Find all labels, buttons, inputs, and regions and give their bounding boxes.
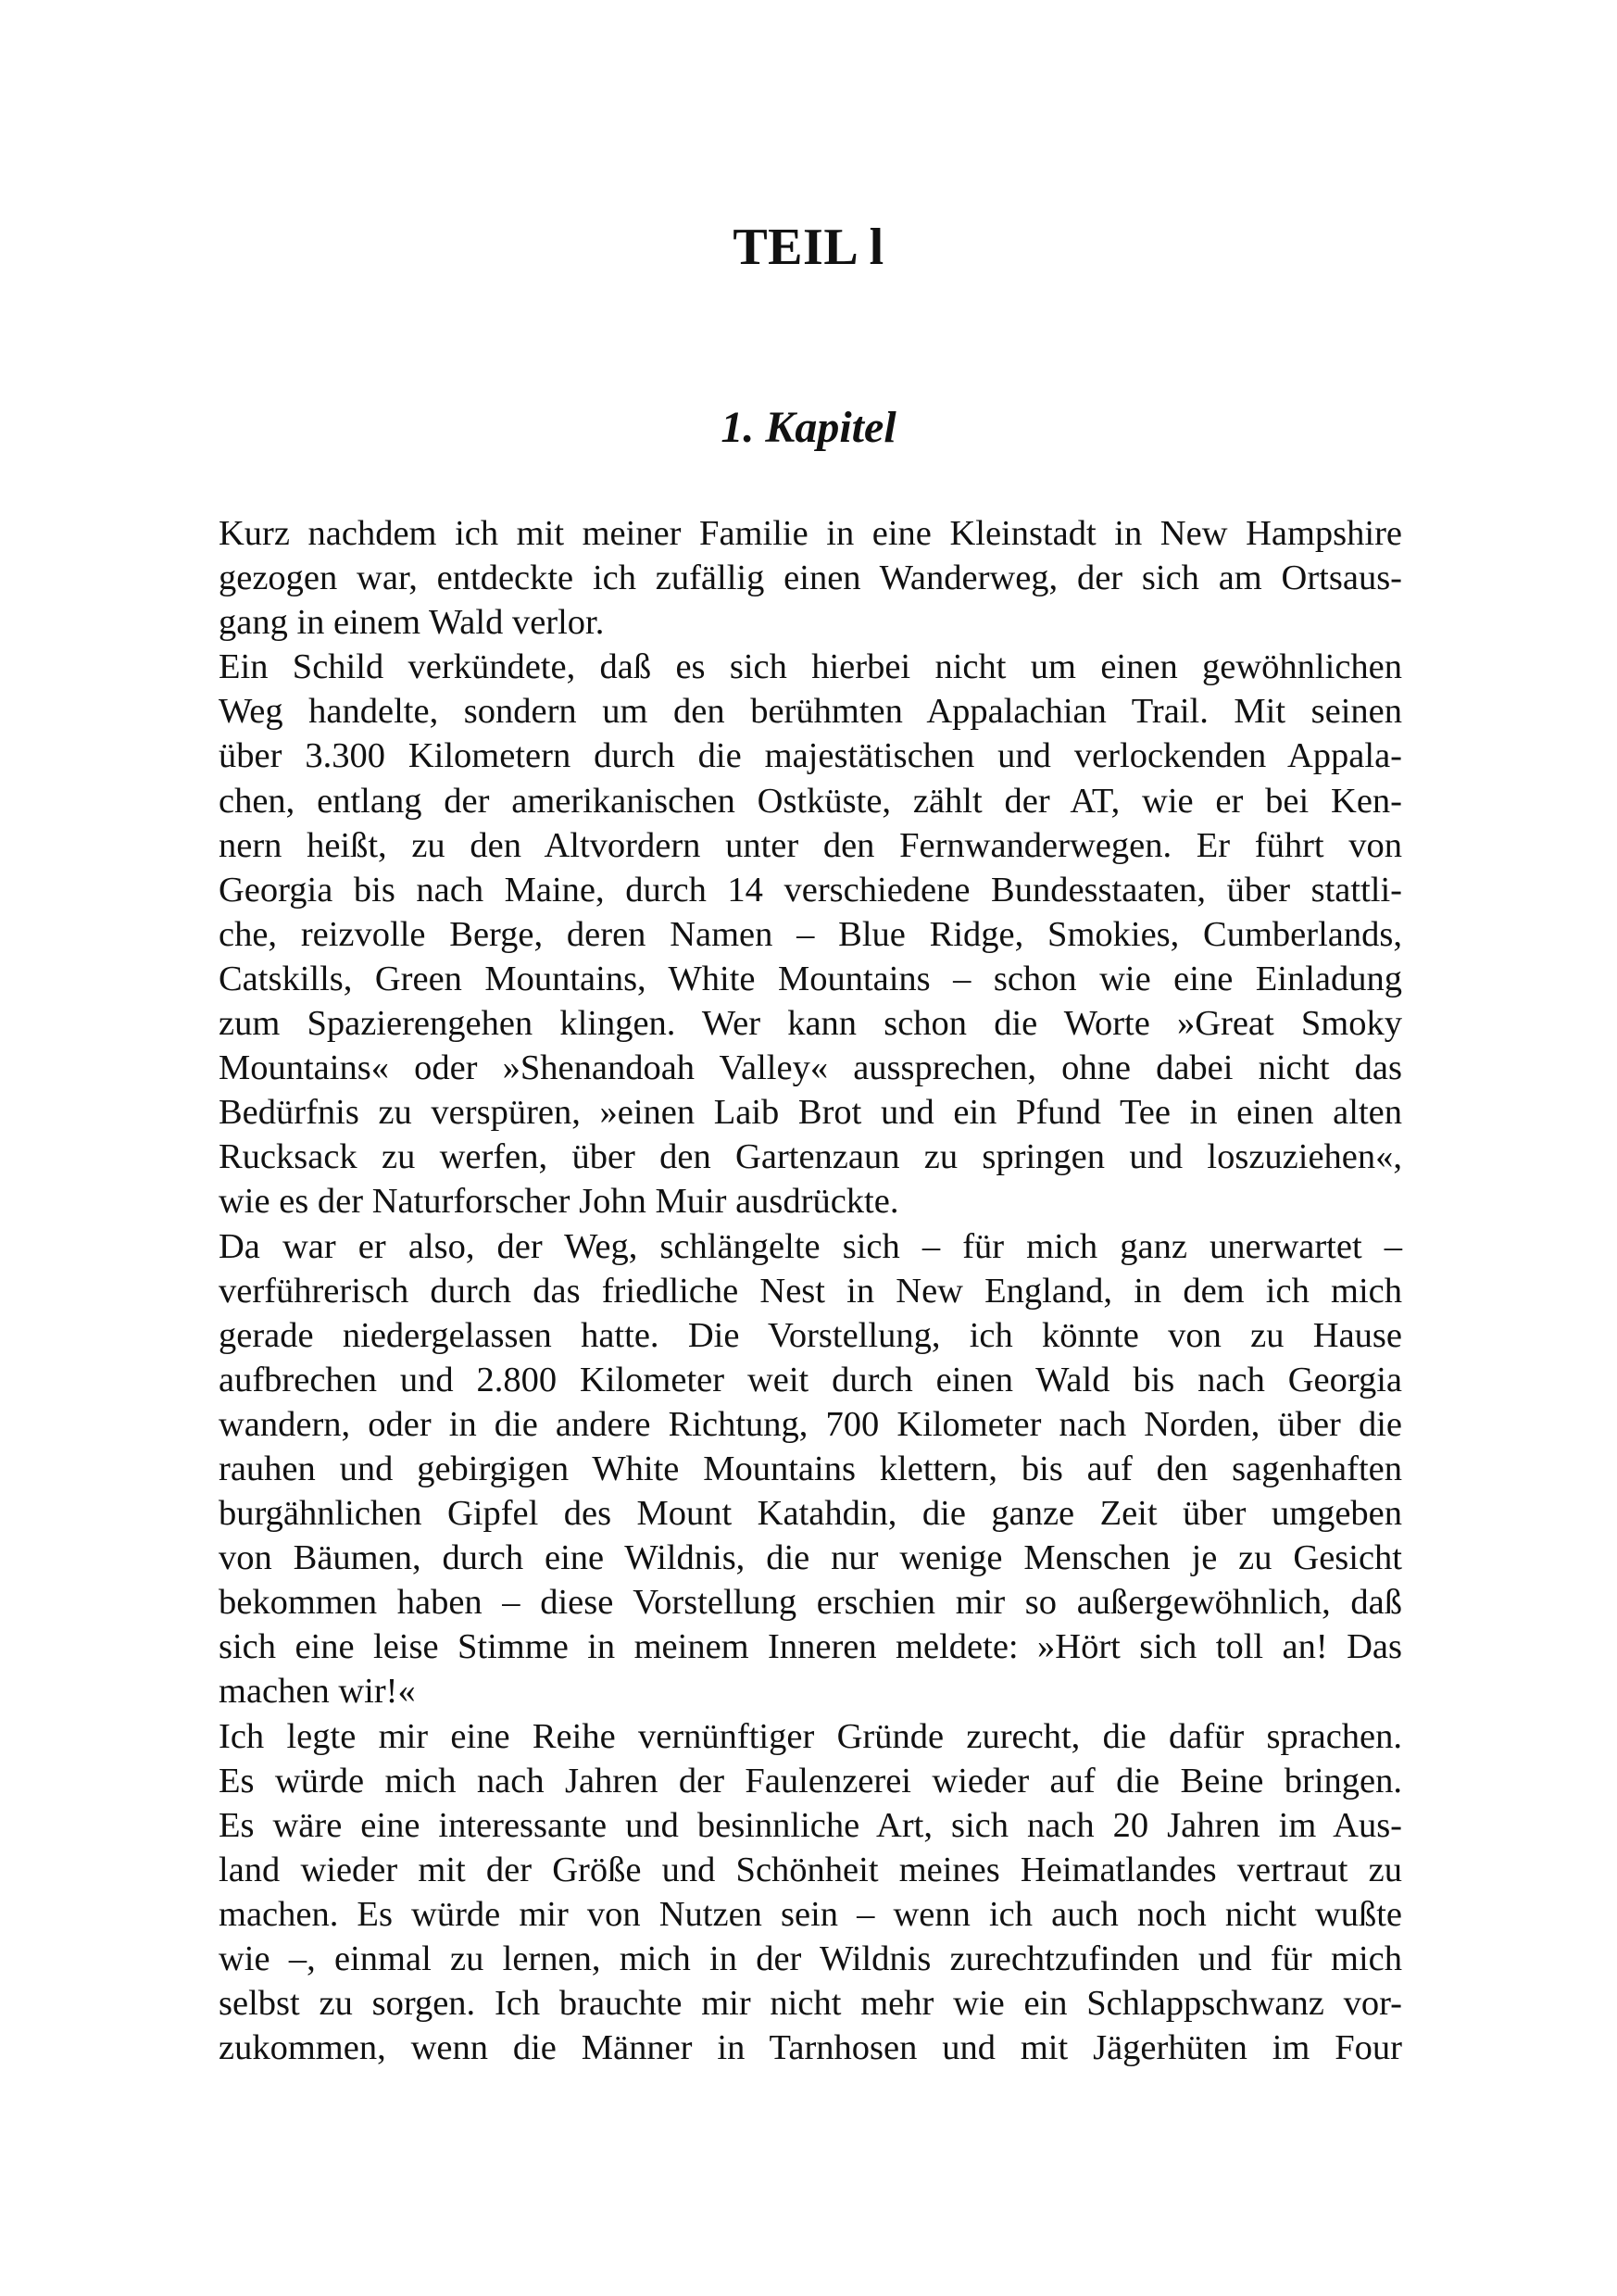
text-line: machen wir!« [219,1672,416,1712]
text-line: nern heißt, zu den Altvordern unter den Fernwanderwegen. Er führt von [219,825,1402,865]
text-line: wie es der Naturforscher John Muir ausdrückte. [219,1182,899,1222]
text-line: gang in einem Wald verlor. [219,603,605,643]
body-text [219,511,1402,2070]
text-line: machen. Es würde mir von Nutzen sein – wenn ich auch noch nicht wußte [219,1894,1402,1934]
text-line: zum Spazierengehen klingen. Wer kann schon die Worte »Great Smoky [219,1004,1402,1044]
text-line: wandern, oder in die andere Richtung, 700 Kilometer nach Norden, über die [219,1404,1402,1444]
paragraph [219,511,1402,645]
chapter-title: 1. Kapitel [721,403,896,452]
text-line: Es würde mich nach Jahren der Faulenzerei wieder auf die Beine bringen. [219,1761,1402,1800]
paragraph [219,1714,1402,2071]
text-line: che, reizvolle Berge, deren Namen – Blue Ridge, Smokies, Cumberlands, [219,914,1402,954]
text-line: burgähnlichen Gipfel des Mount Katahdin, die ganze Zeit über umgeben [219,1494,1402,1534]
text-line: sich eine leise Stimme in meinem Inneren meldete: »Hört sich toll an! Das [219,1627,1402,1667]
text-line: Kurz nachdem ich mit meiner Familie in eine Kleinstadt in New Hampshire [219,514,1402,553]
text-line: bekommen haben – diese Vorstellung erschien mir so außergewöhnlich, daß [219,1583,1402,1623]
text-line: Ein Schild verkündete, daß es sich hierbei nicht um einen gewöhnlichen [219,647,1402,687]
text-line: chen, entlang der amerikanischen Ostküste, zählt der AT, wie er bei Ken- [219,781,1402,821]
text-line: zukommen, wenn die Männer in Tarnhosen und mit Jägerhüten im Four [219,2028,1402,2068]
text-line: gezogen war, entdeckte ich zufällig einen Wanderweg, der sich am Ortsaus- [219,558,1402,598]
text-line: Georgia bis nach Maine, durch 14 verschiedene Bundesstaaten, über stattli- [219,870,1402,910]
paragraph [219,1224,1402,1714]
text-line: Da war er also, der Weg, schlängelte sich – für mich ganz unerwartet – [219,1226,1402,1266]
text-line: selbst zu sorgen. Ich brauchte mir nicht mehr wie ein Schlappschwanz vor- [219,1984,1402,2024]
text-line: land wieder mit der Größe und Schönheit meines Heimatlandes vertraut zu [219,1850,1402,1889]
text-line: Catskills, Green Mountains, White Mountains – schon wie eine Einladung [219,959,1402,998]
text-line: wie –, einmal zu lernen, mich in der Wildnis zurechtzufinden und für mich [219,1939,1402,1978]
text-line: gerade niedergelassen hatte. Die Vorstellung, ich könnte von zu Hause [219,1315,1402,1355]
text-line: Mountains« oder »Shenandoah Valley« aussprechen, ohne dabei nicht das [219,1048,1402,1088]
part-title: TEIL l [733,219,884,276]
text-line: von Bäumen, durch eine Wildnis, die nur wenige Menschen je zu Gesicht [219,1538,1402,1578]
text-line: Ich legte mir eine Reihe vernünftiger Gründe zurecht, die dafür sprachen. [219,1716,1402,1756]
text-line: verführerisch durch das friedliche Nest in New England, in dem ich mich [219,1271,1402,1311]
text-line: Rucksack zu werfen, über den Gartenzaun zu springen und loszuziehen«, [219,1137,1402,1177]
paragraph [219,645,1402,1223]
text-line: Bedürfnis zu verspüren, »einen Laib Brot und ein Pfund Tee in einen alten [219,1093,1402,1133]
text-line: Es wäre eine interessante und besinnliche Art, sich nach 20 Jahren im Aus- [219,1805,1402,1845]
text-line: rauhen und gebirgigen White Mountains klettern, bis auf den sagenhaften [219,1449,1402,1488]
text-line: über 3.300 Kilometern durch die majestätischen und verlockenden Appala- [219,736,1402,776]
text-line: Weg handelte, sondern um den berühmten Appalachian Trail. Mit seinen [219,692,1402,732]
text-line: aufbrechen und 2.800 Kilometer weit durch einen Wald bis nach Georgia [219,1360,1402,1399]
